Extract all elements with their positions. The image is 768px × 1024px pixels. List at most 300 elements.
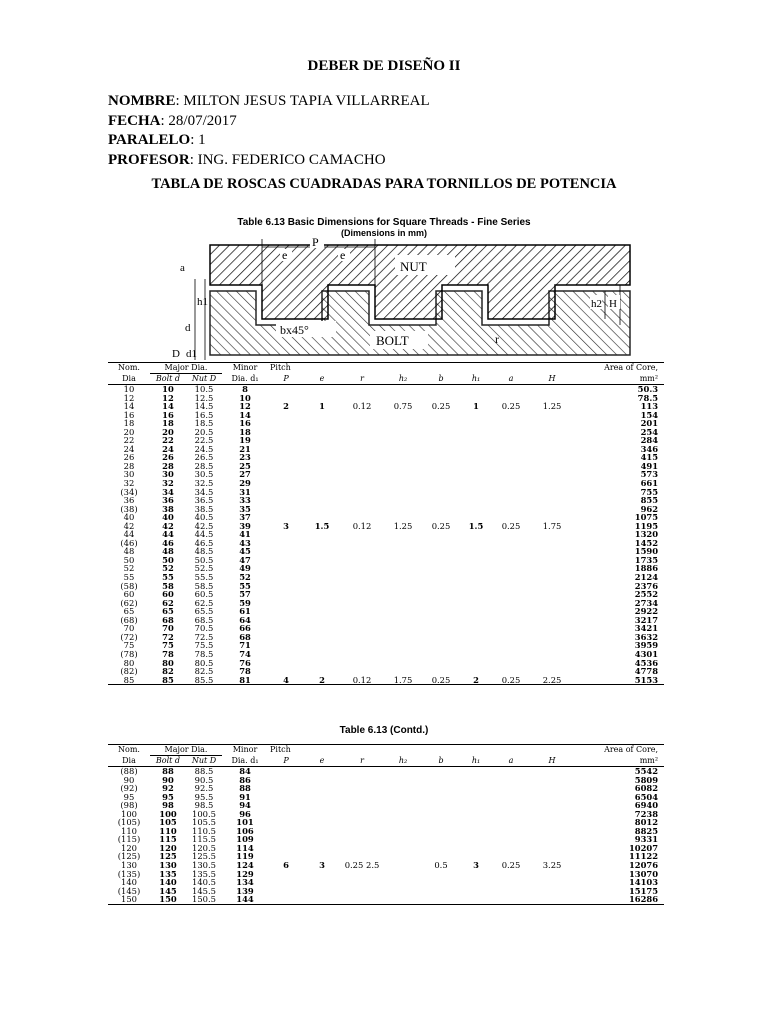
bx45-label: bx45°	[280, 323, 309, 337]
table-cell: 22	[123, 435, 135, 446]
table-cell	[460, 659, 492, 668]
table-cell	[340, 844, 384, 853]
table-cell	[422, 810, 460, 819]
table-cell	[268, 530, 304, 539]
table-cell	[492, 505, 530, 514]
table-cell: 105.5	[192, 817, 216, 828]
table-cell: 10	[239, 392, 251, 403]
table-cell: 1735	[634, 554, 659, 565]
table-row	[108, 793, 664, 802]
table-cell	[530, 776, 574, 785]
table-cell: 0.25	[431, 674, 451, 685]
table-cell	[304, 607, 340, 616]
table-cell	[422, 428, 460, 437]
h2-label: h2	[591, 298, 602, 310]
paralelo-label: PARALELO	[108, 132, 191, 148]
table-cell: 661	[640, 478, 659, 489]
table-cell	[304, 801, 340, 810]
pitch-header: Pitch	[270, 745, 291, 755]
table-cell: 150.5	[192, 894, 216, 905]
table-cell: 43	[239, 537, 251, 548]
table-cell: 66	[239, 623, 251, 634]
table-cell: 1452	[634, 537, 659, 548]
table-cell	[530, 496, 574, 505]
table-cell: 1320	[634, 529, 659, 540]
table-cell	[340, 784, 384, 793]
H-label: H	[609, 298, 617, 310]
table-cell: 6504	[634, 791, 659, 802]
table-cell	[460, 582, 492, 591]
table-cell	[304, 793, 340, 802]
major-dia-header: Major Dia.	[150, 363, 222, 374]
table-cell	[268, 453, 304, 462]
table-cell: 68	[162, 614, 174, 625]
table-row	[108, 776, 664, 785]
table-cell	[492, 462, 530, 471]
table-cell	[422, 801, 460, 810]
table-cell	[530, 650, 574, 659]
table-cell	[422, 573, 460, 582]
table-cell: 13070	[628, 868, 659, 879]
table-cell: (68)	[120, 614, 138, 625]
table-row	[108, 411, 664, 420]
table-cell	[268, 436, 304, 445]
table-cell	[422, 650, 460, 659]
table-cell	[422, 556, 460, 565]
table-cell	[492, 844, 530, 853]
table-row	[108, 522, 664, 531]
table-cell	[304, 870, 340, 879]
table-cell	[530, 411, 574, 420]
table-cell: 55	[239, 580, 251, 591]
table-cell: 20	[162, 426, 174, 437]
table-cell	[304, 895, 340, 904]
table-cell: 0.12	[352, 674, 372, 685]
table-cell: 24	[123, 443, 135, 454]
r-header: r	[340, 374, 384, 385]
table-cell: 855	[640, 495, 659, 506]
table-cell	[492, 530, 530, 539]
table-row	[108, 394, 664, 403]
table-cell	[492, 547, 530, 556]
table-cell: 23	[239, 452, 251, 463]
table-cell	[340, 641, 384, 650]
table-cell	[530, 895, 574, 904]
table-cell: 6940	[634, 800, 659, 811]
table-cell	[268, 827, 304, 836]
table-cell: 106	[236, 825, 254, 836]
table-cell	[304, 835, 340, 844]
table-cell: 100	[159, 808, 177, 819]
table-cell: 1.5	[314, 520, 330, 531]
table-cell	[460, 428, 492, 437]
table-cell	[492, 650, 530, 659]
table-cell	[304, 428, 340, 437]
table-cell: 38.5	[194, 503, 214, 514]
table-cell	[460, 530, 492, 539]
table-cell	[492, 633, 530, 642]
table-cell	[422, 411, 460, 420]
table-row	[108, 539, 664, 548]
core-area-header: Area of Core,	[604, 745, 659, 755]
table-cell	[422, 436, 460, 445]
table-cell: 18	[123, 418, 135, 429]
table-row	[108, 590, 664, 599]
table-cell: 140.5	[192, 877, 216, 888]
table-cell	[460, 436, 492, 445]
table-cell: (78)	[120, 648, 138, 659]
table-cell: 48.5	[194, 546, 214, 557]
table-cell	[460, 488, 492, 497]
table-cell: (34)	[120, 486, 138, 497]
table-cell	[460, 801, 492, 810]
table-cell: 139	[236, 885, 254, 896]
table-cell: 1	[473, 401, 479, 412]
core-unit-header: mm²	[574, 756, 664, 767]
table-cell: 90.5	[194, 774, 214, 785]
table-cell	[268, 650, 304, 659]
fecha-value: : 28/07/2017	[160, 112, 237, 129]
table-cell	[340, 776, 384, 785]
table-cell	[530, 428, 574, 437]
table-cell	[422, 470, 460, 479]
table-cell: 26	[123, 452, 135, 463]
document-title: DEBER DE DISEÑO II	[307, 58, 461, 74]
table-cell: 75	[162, 640, 174, 651]
table-cell	[384, 887, 422, 896]
table-cell: 55	[162, 572, 174, 583]
table-cell	[384, 776, 422, 785]
table-cell: 44	[162, 529, 174, 540]
table-cell	[422, 793, 460, 802]
table-cell	[340, 793, 384, 802]
table-cell	[304, 547, 340, 556]
table-cell: 39	[239, 520, 251, 531]
table-cell	[492, 659, 530, 668]
table-cell	[384, 385, 422, 394]
table-cell: 1195	[634, 520, 659, 531]
table-row	[108, 513, 664, 522]
table-cell	[268, 547, 304, 556]
table-cell	[492, 793, 530, 802]
table-cell: 140	[159, 877, 177, 888]
table-cell: 1075	[634, 512, 659, 523]
table-cell: 144	[236, 894, 254, 905]
table-cell	[530, 539, 574, 548]
table-cell: 71	[239, 640, 251, 651]
table-cell: 90	[123, 774, 135, 785]
table-cell: 50.3	[637, 384, 659, 394]
table-cell: 962	[640, 503, 659, 514]
table-cell: 2376	[634, 580, 659, 591]
nut-label: NUT	[400, 259, 427, 274]
paralelo-line	[108, 131, 430, 151]
table-cell	[422, 633, 460, 642]
table-cell	[530, 870, 574, 879]
table-cell: 140	[121, 877, 137, 888]
table-cell	[530, 633, 574, 642]
table-cell: 28	[162, 460, 174, 471]
table-cell	[460, 573, 492, 582]
table-cell	[492, 776, 530, 785]
nombre-line	[108, 92, 430, 112]
table-cell: 30	[162, 469, 174, 480]
table-cell: 2.25	[542, 674, 562, 685]
pitch-header: Pitch	[270, 363, 291, 373]
table-cell: 80	[123, 657, 135, 668]
table-cell	[492, 818, 530, 827]
table-cell: 29	[239, 478, 251, 489]
table-cell	[492, 445, 530, 454]
table-cell	[492, 564, 530, 573]
table-cell	[384, 539, 422, 548]
table-row	[108, 599, 664, 608]
table-cell: 120.5	[192, 842, 216, 853]
table-cell: 415	[640, 452, 659, 463]
table-cell: 50.5	[194, 554, 214, 565]
table-cell: 0.12	[352, 401, 372, 412]
table-row	[108, 564, 664, 573]
table-cell	[460, 564, 492, 573]
bolt-header: Bolt d	[150, 374, 186, 385]
table-cell: 2552	[634, 589, 659, 600]
table-cell	[460, 607, 492, 616]
table-cell: 91	[239, 791, 251, 802]
table-cell: 16.5	[194, 409, 214, 420]
table-cell: 4778	[634, 666, 659, 677]
H-header: H	[530, 756, 574, 767]
table-cell: 95.5	[194, 791, 214, 802]
table-cell: 61	[239, 606, 251, 617]
table-row	[108, 496, 664, 505]
table-cell	[422, 479, 460, 488]
table-cell	[268, 659, 304, 668]
table-cell: 38	[162, 503, 174, 514]
table-cell: 36	[162, 495, 174, 506]
table-cell	[422, 776, 460, 785]
table-cell	[384, 844, 422, 853]
table-cell: 3	[473, 860, 479, 871]
table-cell	[530, 827, 574, 836]
table-cell	[268, 793, 304, 802]
table-cell	[530, 887, 574, 896]
table-cell	[492, 784, 530, 793]
table-cell: 284	[640, 435, 659, 446]
table-cell	[340, 436, 384, 445]
table-row	[108, 667, 664, 676]
table-cell: 33	[239, 495, 251, 506]
bolt-label: BOLT	[376, 333, 409, 348]
table-cell: 3.25	[542, 860, 562, 871]
table2-title: Table 6.13 (Contd.)	[339, 725, 429, 736]
table-cell: 98	[162, 800, 174, 811]
table-cell: 110.5	[192, 825, 216, 836]
table-row	[108, 419, 664, 428]
table-cell	[460, 590, 492, 599]
table-cell	[422, 505, 460, 514]
table-cell	[492, 801, 530, 810]
table-cell: 88	[162, 766, 174, 776]
table-cell: 120	[159, 842, 177, 853]
table-cell	[530, 573, 574, 582]
table-cell	[304, 878, 340, 887]
table-cell	[304, 436, 340, 445]
table-cell: 55.5	[194, 572, 214, 583]
table-cell: 100	[121, 808, 137, 819]
table-cell: 40.5	[194, 512, 214, 523]
table-cell: 80.5	[194, 657, 214, 668]
table-cell	[384, 659, 422, 668]
table-cell	[340, 411, 384, 420]
table-cell	[422, 496, 460, 505]
table-cell	[384, 582, 422, 591]
table-cell	[460, 844, 492, 853]
table-cell	[460, 895, 492, 904]
table-cell: 3421	[634, 623, 659, 634]
table-cell	[268, 818, 304, 827]
table-cell	[492, 616, 530, 625]
fecha-line	[108, 112, 430, 132]
table-cell	[384, 650, 422, 659]
h1-header: h₁	[460, 756, 492, 767]
table-cell: 2	[473, 674, 479, 685]
table-cell	[340, 428, 384, 437]
table-cell	[340, 470, 384, 479]
table-cell	[460, 599, 492, 608]
table-cell: 9331	[634, 834, 659, 845]
table-cell	[530, 818, 574, 827]
table-cell	[492, 590, 530, 599]
table-cell	[340, 445, 384, 454]
r-label: r	[495, 332, 499, 346]
table-cell: 24	[162, 443, 174, 454]
table-row	[108, 402, 664, 411]
table-cell: 1.25	[393, 520, 413, 531]
table-cell	[530, 530, 574, 539]
table-cell	[422, 784, 460, 793]
table-row	[108, 676, 664, 685]
table-cell: 113	[640, 401, 659, 412]
table-cell	[492, 496, 530, 505]
table-cell	[460, 616, 492, 625]
table-cell: 65	[123, 606, 135, 617]
table-cell	[492, 479, 530, 488]
table-cell: 1590	[634, 546, 659, 557]
table-cell	[304, 445, 340, 454]
table-row	[108, 633, 664, 642]
table-cell	[340, 539, 384, 548]
table-cell	[530, 445, 574, 454]
table-cell: 12	[162, 392, 174, 403]
table-cell	[340, 419, 384, 428]
table-cell: 76	[239, 657, 251, 668]
table-cell	[460, 810, 492, 819]
table-cell	[384, 564, 422, 573]
table-cell: 72.5	[194, 631, 214, 642]
table-cell: 14	[239, 409, 251, 420]
table-cell	[422, 641, 460, 650]
table-cell	[384, 547, 422, 556]
table-cell: 75	[123, 640, 135, 651]
table-cell	[384, 462, 422, 471]
table-cell	[340, 582, 384, 591]
table-cell: 14103	[628, 877, 659, 888]
table-cell	[304, 453, 340, 462]
table-cell: 85	[162, 674, 174, 685]
table-cell	[422, 419, 460, 428]
table-cell	[268, 616, 304, 625]
table-cell: 46.5	[194, 537, 214, 548]
table-cell	[340, 462, 384, 471]
table-cell	[384, 556, 422, 565]
table-cell	[268, 385, 304, 394]
table-cell	[460, 385, 492, 394]
table-cell: 115	[159, 834, 177, 845]
table-cell: 0.5	[434, 860, 448, 871]
table-cell	[530, 564, 574, 573]
table-cell	[460, 556, 492, 565]
table-cell	[340, 659, 384, 668]
table-row	[108, 530, 664, 539]
table-cell: 52	[239, 572, 251, 583]
table-cell: 129	[236, 868, 254, 879]
table-cell	[422, 870, 460, 879]
table-cell	[530, 844, 574, 853]
P-header: P	[268, 756, 304, 767]
table-cell: 32	[162, 478, 174, 489]
table-cell: 135	[159, 868, 177, 879]
table-cell: 0.25	[431, 520, 451, 531]
table-cell: 94	[239, 800, 251, 811]
table-cell	[384, 861, 422, 870]
table-cell	[340, 547, 384, 556]
table-cell	[384, 590, 422, 599]
table-cell: 44	[123, 529, 135, 540]
table-cell: 119	[236, 851, 254, 862]
table-cell	[384, 616, 422, 625]
table-cell	[492, 599, 530, 608]
table-cell: (115)	[117, 834, 141, 845]
table-cell	[460, 453, 492, 462]
table-cell: 3632	[634, 631, 659, 642]
table-cell: 52	[123, 563, 135, 574]
h2-header: h₂	[384, 756, 422, 767]
dia-header: Dia	[108, 374, 150, 385]
table-cell	[268, 505, 304, 514]
table-cell: 10	[162, 384, 174, 394]
table-cell	[268, 607, 304, 616]
table-cell	[384, 496, 422, 505]
table-cell	[422, 488, 460, 497]
table-cell: 135.5	[192, 868, 216, 879]
table-cell	[530, 878, 574, 887]
table-cell	[530, 488, 574, 497]
table-cell: 5153	[634, 674, 659, 685]
table-cell: 27	[239, 469, 251, 480]
table-cell	[422, 835, 460, 844]
table-cell: 1.5	[468, 520, 484, 531]
table-cell	[530, 436, 574, 445]
table-cell: 18	[239, 426, 251, 437]
table-cell	[268, 564, 304, 573]
table-cell	[422, 530, 460, 539]
table-cell	[384, 624, 422, 633]
table-cell	[304, 564, 340, 573]
table-cell	[422, 590, 460, 599]
table-cell: 98.5	[194, 800, 214, 811]
table-cell	[422, 462, 460, 471]
table-cell: 74	[239, 648, 251, 659]
